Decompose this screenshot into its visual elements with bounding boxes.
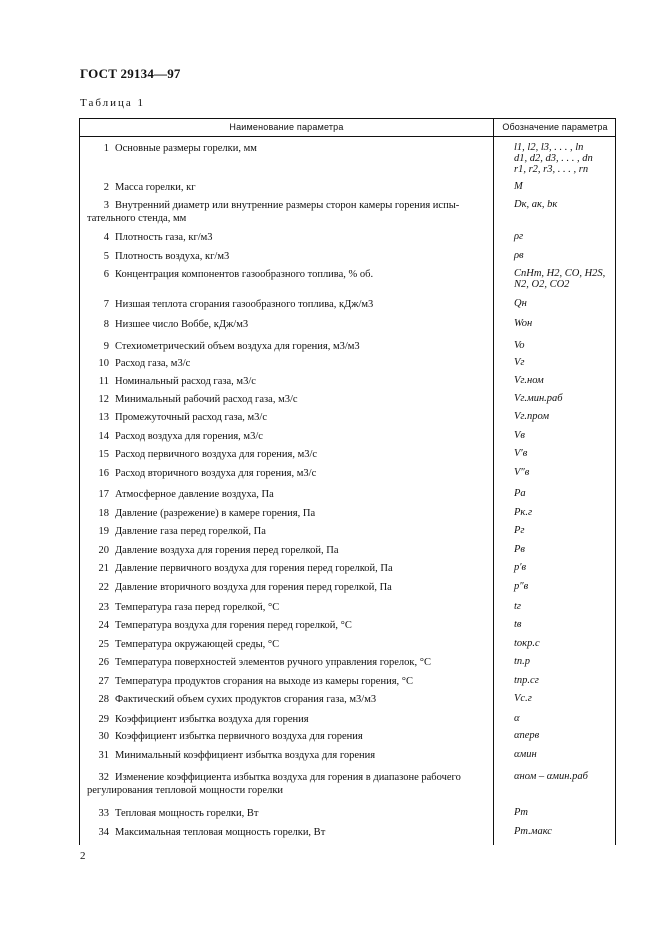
parameter-text: Максимальная тепловая мощность горелки, Вт xyxy=(115,827,326,838)
parameter-name xyxy=(87,488,487,501)
parameter-text: Тепловая мощность горелки, Вт xyxy=(115,808,259,819)
parameter-number: 9 xyxy=(103,341,109,352)
parameter-text: Атмосферное давление воздуха, Па xyxy=(115,489,274,500)
parameter-name xyxy=(87,430,487,443)
parameter-symbol: Vв xyxy=(514,430,525,441)
parameter-text: Концентрация компонентов газообразного топлива, % об. xyxy=(115,269,374,280)
parameter-name xyxy=(87,807,487,820)
parameter-number: 3 xyxy=(103,200,109,211)
parameter-text: Номинальный расход газа, м3/с xyxy=(115,376,256,387)
parameter-text: Основные размеры горелки, мм xyxy=(115,143,257,154)
parameter-number: 22 xyxy=(98,582,109,593)
parameter-number: 10 xyxy=(98,358,109,369)
parameter-name xyxy=(87,199,487,225)
parameter-text: Внутренний диаметр или внутренние размеры сторон камеры горения испы- тательного стенда, мм xyxy=(87,200,460,224)
parameter-text: Давление газа перед горелкой, Па xyxy=(115,526,266,537)
parameter-name xyxy=(87,357,487,370)
parameter-text: Расход вторичного воздуха для горения, м3/с xyxy=(115,468,317,479)
table-caption: Таблица 1 xyxy=(80,97,146,109)
parameter-symbol: αперв xyxy=(514,730,540,741)
parameter-name xyxy=(87,268,487,281)
parameter-name xyxy=(87,562,487,575)
parameter-name xyxy=(87,393,487,406)
parameter-name xyxy=(87,730,487,743)
parameter-name xyxy=(87,507,487,520)
parameter-text: Температура газа перед горелкой, °С xyxy=(115,602,280,613)
parameter-number: 34 xyxy=(98,827,109,838)
parameter-symbol: Woн xyxy=(514,318,533,329)
parameter-name xyxy=(87,181,487,194)
parameter-text: Стехиометрический объем воздуха для горения, м3/м3 xyxy=(115,341,360,352)
parameter-text: Расход газа, м3/с xyxy=(115,358,191,369)
page-number: 2 xyxy=(80,850,86,862)
parameter-number: 18 xyxy=(98,508,109,519)
parameter-text: Давление воздуха для горения перед горелкой, Па xyxy=(115,545,339,556)
parameter-number: 19 xyxy=(98,526,109,537)
parameter-name xyxy=(87,581,487,594)
parameter-text: Масса горелки, кг xyxy=(115,182,196,193)
parameter-number: 21 xyxy=(98,563,109,574)
parameter-text: Плотность газа, кг/м3 xyxy=(115,232,213,243)
parameter-name xyxy=(87,638,487,651)
parameter-symbol: tв xyxy=(514,619,522,630)
parameter-symbol: αмин xyxy=(514,749,537,760)
parameter-name xyxy=(87,656,487,669)
parameter-name xyxy=(87,619,487,632)
parameter-number: 33 xyxy=(98,808,109,819)
parameter-number: 20 xyxy=(98,545,109,556)
parameter-text: Температура воздуха для горения перед горелкой, °С xyxy=(115,620,352,631)
parameter-text: Коэффициент избытка первичного воздуха для горения xyxy=(115,731,363,742)
parameter-number: 24 xyxy=(98,620,109,631)
parameter-symbol: Pг xyxy=(514,525,525,536)
parameter-name xyxy=(87,298,487,311)
parameter-text: Температура продуктов сгорания на выходе из камеры горения, °С xyxy=(115,676,413,687)
parameter-text: Фактический объем сухих продуктов сгорания газа, м3/м3 xyxy=(115,694,377,705)
parameter-name xyxy=(87,231,487,244)
parameter-symbol: Vг.пром xyxy=(514,411,550,422)
parameter-name xyxy=(87,675,487,688)
parameter-text: Давление (разрежение) в камере горения, Па xyxy=(115,508,316,519)
parameter-number: 7 xyxy=(103,299,109,310)
parameter-text: Давление первичного воздуха для горения перед горелкой, Па xyxy=(115,563,393,574)
parameter-number: 31 xyxy=(98,750,109,761)
parameter-text: Низшее число Воббе, кДж/м3 xyxy=(115,319,249,330)
parameter-number: 30 xyxy=(98,731,109,742)
parameter-name xyxy=(87,411,487,424)
parameter-name xyxy=(87,713,487,726)
parameters-table xyxy=(79,118,616,845)
parameter-text: Расход воздуха для горения, м3/с xyxy=(115,431,263,442)
parameter-number: 17 xyxy=(98,489,109,500)
parameter-text: Минимальный рабочий расход газа, м3/с xyxy=(115,394,298,405)
parameter-number: 12 xyxy=(98,394,109,405)
parameter-number: 4 xyxy=(103,232,109,243)
parameter-symbol: V″в xyxy=(514,467,530,478)
doc-code: ГОСТ 29134—97 xyxy=(80,66,181,81)
parameter-name xyxy=(87,142,487,155)
parameter-symbol: ρв xyxy=(514,250,524,261)
parameter-symbol: Pт.макс xyxy=(514,826,552,837)
parameter-text: Давление вторичного воздуха для горения перед горелкой, Па xyxy=(115,582,392,593)
parameter-number: 29 xyxy=(98,714,109,725)
parameter-symbol: Vo xyxy=(514,340,525,351)
parameter-number: 5 xyxy=(103,251,109,262)
parameter-name xyxy=(87,467,487,480)
parameter-symbol: Qн xyxy=(514,298,527,309)
parameter-number: 26 xyxy=(98,657,109,668)
parameter-symbol: Pт xyxy=(514,807,528,818)
parameter-symbol: Pв xyxy=(514,544,525,555)
parameter-number: 11 xyxy=(98,376,109,387)
parameter-name xyxy=(87,826,487,839)
parameter-symbol: M xyxy=(514,181,523,192)
parameter-symbol: Pа xyxy=(514,488,526,499)
parameter-name xyxy=(87,771,487,797)
parameter-symbol: tп.р xyxy=(514,656,531,667)
column-header-parameter: Наименование параметра xyxy=(229,122,344,132)
parameter-name xyxy=(87,544,487,557)
parameter-number: 8 xyxy=(103,319,109,330)
parameter-symbol: Dк, aк, bк xyxy=(514,199,558,210)
parameter-symbol: ρг xyxy=(514,231,524,242)
parameter-name xyxy=(87,375,487,388)
parameter-symbol: V′в xyxy=(514,448,528,459)
parameter-symbol: Vс.г xyxy=(514,693,532,704)
parameter-symbol: Vг xyxy=(514,357,525,368)
parameter-symbol: Vг.мин.раб xyxy=(514,393,563,404)
parameter-name xyxy=(87,693,487,706)
parameter-name xyxy=(87,601,487,614)
parameter-name xyxy=(87,448,487,461)
parameter-symbol: p′в xyxy=(514,562,527,573)
parameter-number: 16 xyxy=(98,468,109,479)
parameter-text: Минимальный коэффициент избытка воздуха для горения xyxy=(115,750,376,761)
parameter-text: Изменение коэффициента избытка воздуха для горения в диапазоне рабочего регулирования тепловой мощности горелки xyxy=(87,772,461,796)
parameter-symbol: tокр.с xyxy=(514,638,540,649)
parameter-name xyxy=(87,525,487,538)
parameter-number: 27 xyxy=(98,676,109,687)
parameter-symbol: p″в xyxy=(514,581,529,592)
parameter-symbol: tпр.сг xyxy=(514,675,539,686)
column-header-symbol: Обозначение параметра xyxy=(502,122,608,132)
parameter-text: Коэффициент избытка воздуха для горения xyxy=(115,714,309,725)
parameter-name xyxy=(87,318,487,331)
parameter-number: 13 xyxy=(98,412,109,423)
parameter-number: 28 xyxy=(98,694,109,705)
parameter-name xyxy=(87,250,487,263)
parameter-text: Температура окружающей среды, °С xyxy=(115,639,280,650)
parameter-symbol: αном – αмин.раб xyxy=(514,771,588,782)
header-rule xyxy=(80,136,615,137)
parameter-number: 25 xyxy=(98,639,109,650)
parameter-symbol: CnHm, H2, CO, H2S, N2, O2, CO2 xyxy=(514,268,606,290)
column-divider xyxy=(493,119,494,845)
parameter-symbol: Pк.г xyxy=(514,507,533,518)
parameter-text: Температура поверхностей элементов ручного управления горелок, °С xyxy=(115,657,431,668)
parameter-number: 15 xyxy=(98,449,109,460)
parameter-symbol: Vг.ном xyxy=(514,375,544,386)
parameter-number: 1 xyxy=(103,143,109,154)
parameter-text: Промежуточный расход газа, м3/с xyxy=(115,412,268,423)
parameter-name xyxy=(87,749,487,762)
parameter-text: Низшая теплота сгорания газообразного топлива, кДж/м3 xyxy=(115,299,374,310)
parameter-number: 23 xyxy=(98,602,109,613)
parameter-symbol: l1, l2, l3, . . . , ln d1, d2, d3, . . . , dn r1, r2, r3, . . . , rn xyxy=(514,142,593,175)
parameter-number: 32 xyxy=(98,772,109,783)
parameter-number: 6 xyxy=(103,269,109,280)
parameter-name xyxy=(87,340,487,353)
parameter-symbol: α xyxy=(514,713,520,724)
parameter-text: Плотность воздуха, кг/м3 xyxy=(115,251,230,262)
parameter-number: 2 xyxy=(103,182,109,193)
parameter-text: Расход первичного воздуха для горения, м3/с xyxy=(115,449,318,460)
parameter-number: 14 xyxy=(98,431,109,442)
parameter-symbol: tг xyxy=(514,601,522,612)
